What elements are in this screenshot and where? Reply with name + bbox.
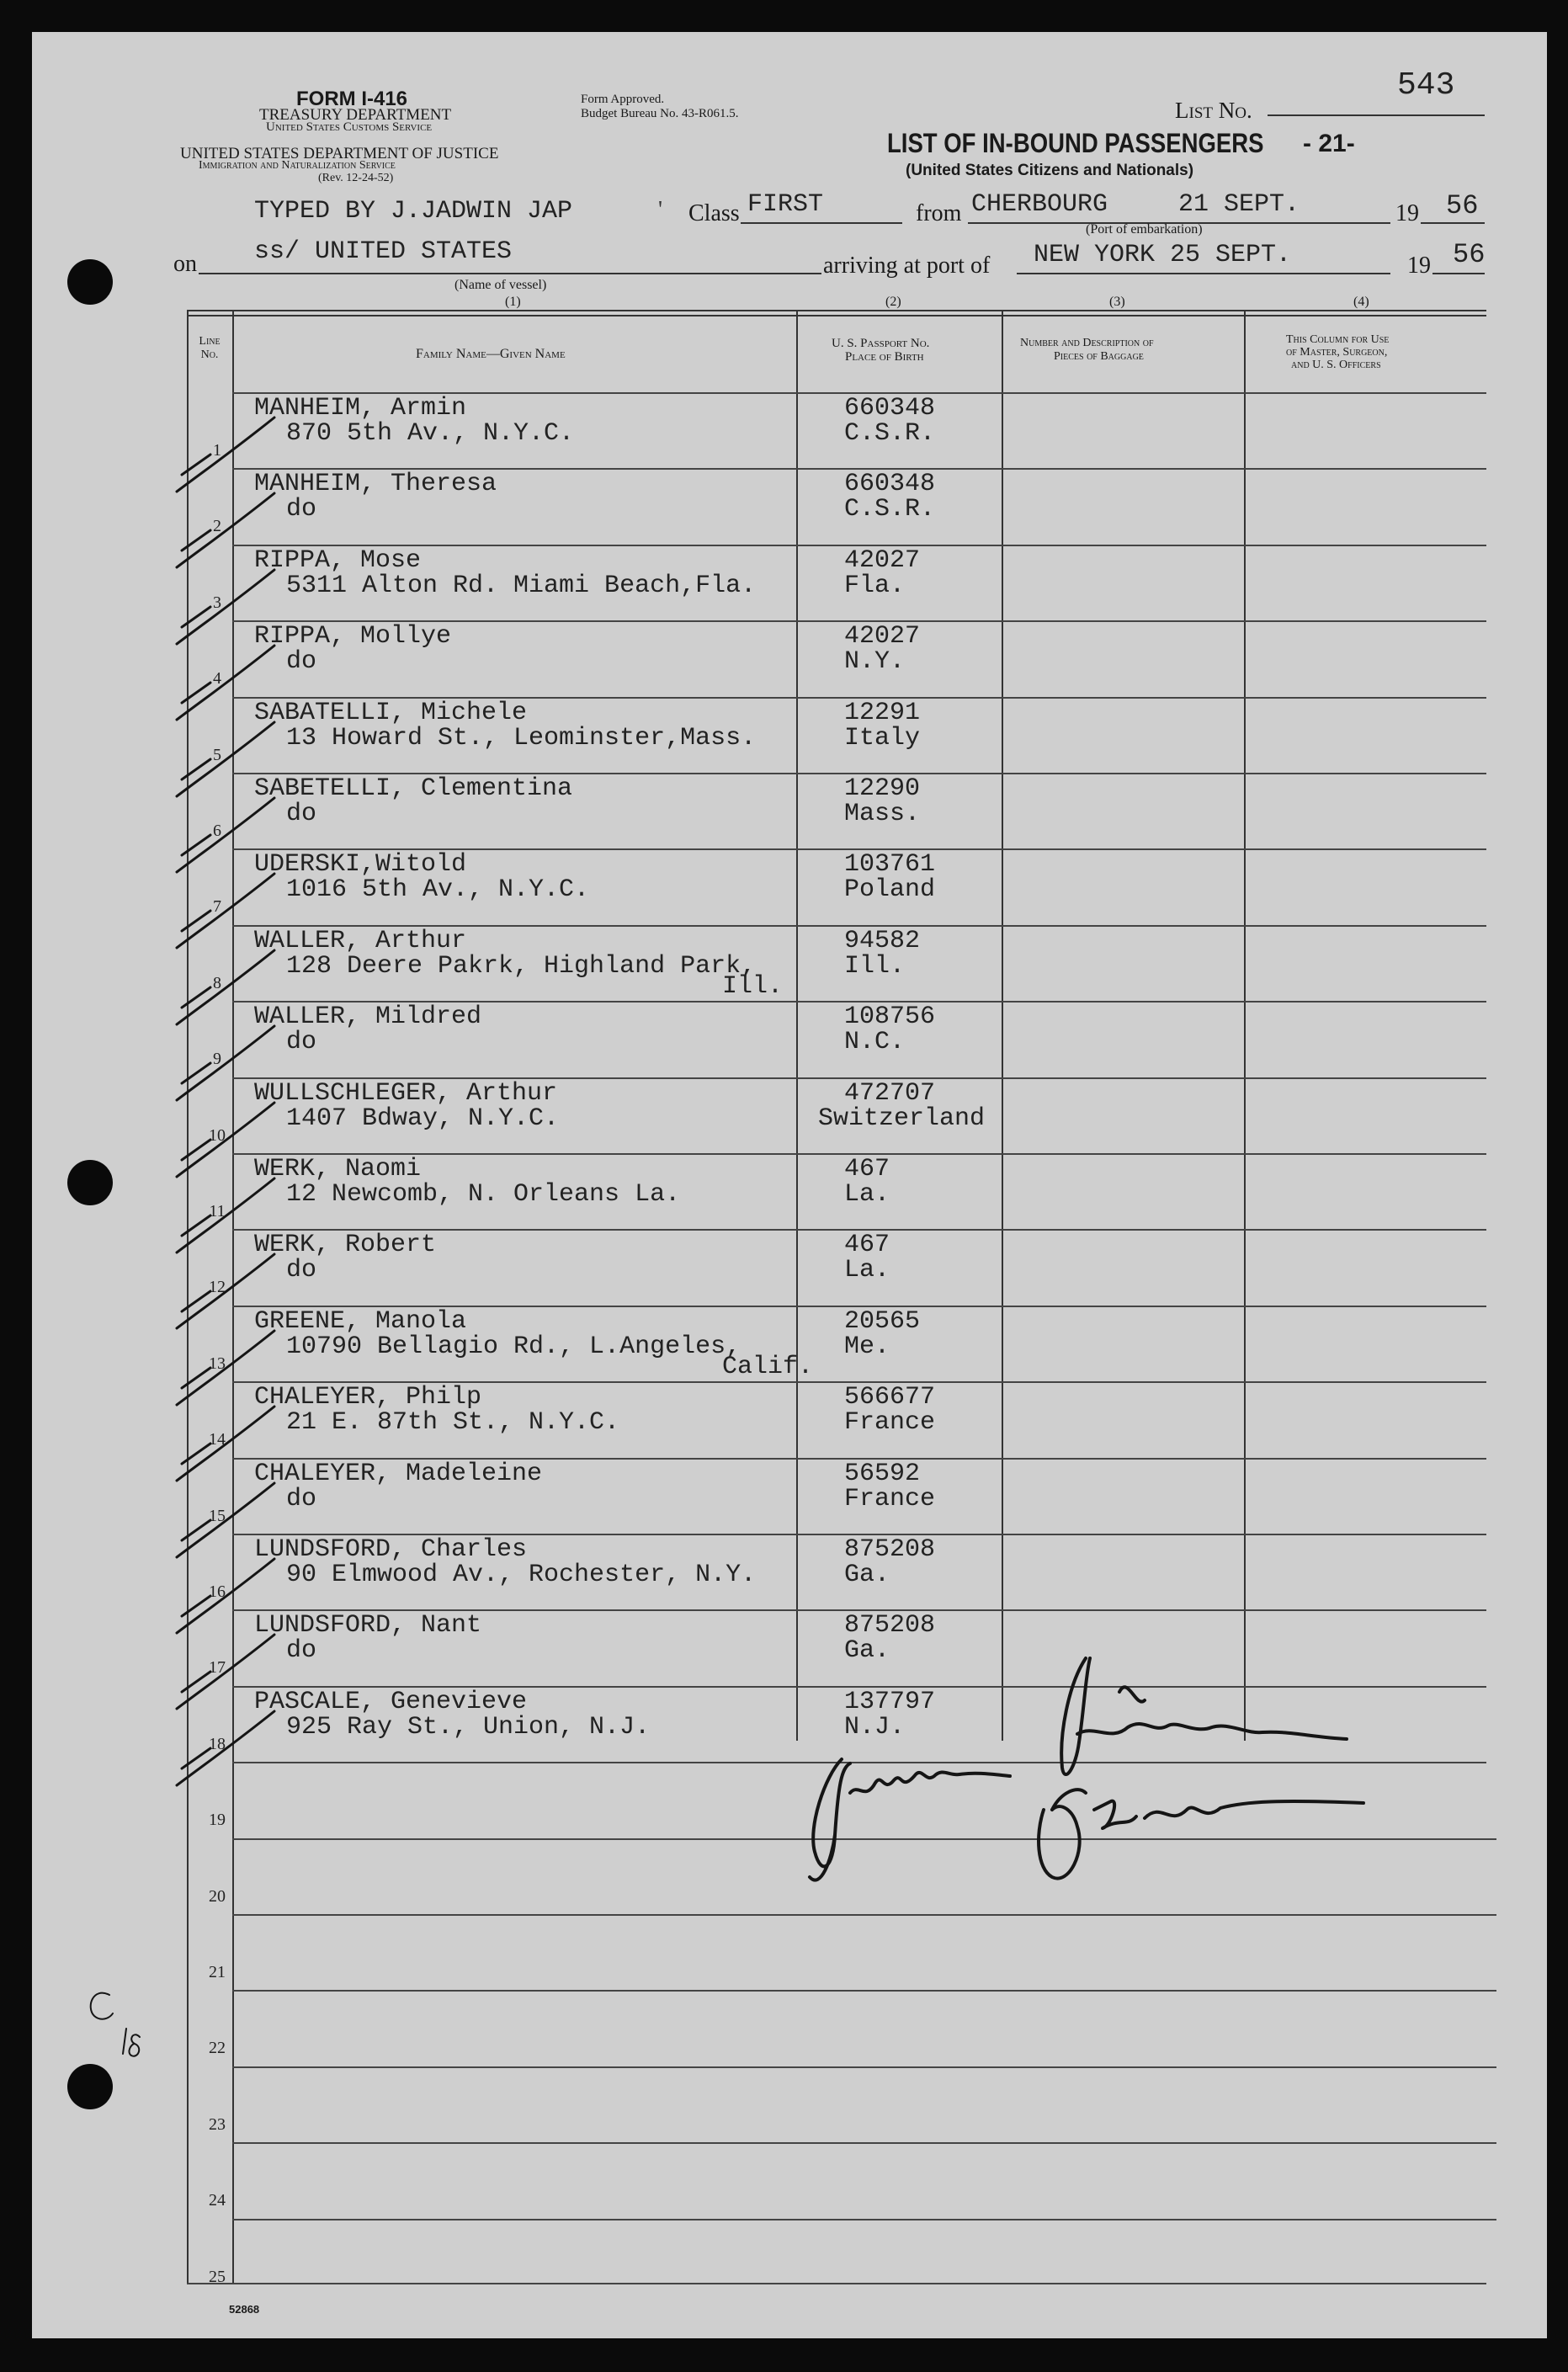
check-mark-tick (182, 1368, 210, 1388)
col-officers-b: of Master, Surgeon, (1286, 346, 1388, 359)
check-mark-tick (182, 1672, 210, 1692)
check-mark (177, 950, 274, 1024)
check-mark-tick (182, 835, 210, 855)
arrival-year: 56 (1453, 239, 1486, 270)
check-mark-tick (182, 1140, 210, 1160)
place-of-birth: Ga. (844, 1636, 890, 1665)
check-mark-tick (182, 1215, 210, 1236)
passenger-name: PASCALE, Genevieve (254, 1688, 528, 1716)
passport-number: 42027 (844, 546, 921, 575)
check-mark (177, 570, 274, 644)
year-prefix-2: 19 (1407, 253, 1431, 279)
line-number: 14 (209, 1430, 226, 1449)
vessel-label: (Name of vessel) (454, 278, 547, 292)
year-prefix: 19 (1395, 200, 1419, 226)
passenger-address: do (286, 1636, 317, 1665)
passport-number: 108756 (844, 1003, 936, 1031)
check-mark-tick (182, 1063, 210, 1083)
treasury-dept: TREASURY DEPARTMENT (259, 106, 452, 124)
passenger-name: CHALEYER, Madeleine (254, 1460, 543, 1488)
check-mark (177, 1483, 274, 1557)
passenger-name: RIPPA, Mollye (254, 622, 452, 651)
passenger-address: 90 Elmwood Av., Rochester, N.Y. (286, 1561, 757, 1589)
line-number: 22 (209, 2039, 226, 2057)
passenger-name: SABETELLI, Clementina (254, 774, 573, 803)
check-mark (177, 646, 274, 720)
line-number: 18 (209, 1735, 226, 1753)
passport-number: 660348 (844, 394, 936, 423)
passenger-name: MANHEIM, Theresa (254, 470, 497, 498)
place-of-birth: Italy (844, 724, 921, 753)
col-family-name: Family Name—Given Name (416, 347, 566, 361)
list-number: 543 (1397, 67, 1455, 104)
place-of-birth: La. (844, 1256, 890, 1284)
passenger-address: 12 Newcomb, N. Orleans La. (286, 1180, 681, 1209)
place-of-birth: La. (844, 1180, 890, 1209)
check-mark-tick (182, 607, 210, 627)
departure-year: 56 (1446, 190, 1479, 221)
check-mark-tick (182, 1748, 210, 1768)
passenger-name: WULLSCHLEGER, Arthur (254, 1079, 558, 1108)
line-number: 10 (209, 1126, 226, 1145)
check-mark (177, 798, 274, 872)
form-approved: Form Approved. (581, 93, 665, 106)
customs-service: United States Customs Service (266, 120, 433, 134)
passenger-name: LUNDSFORD, Nant (254, 1611, 482, 1640)
line-number: 7 (213, 897, 221, 916)
form-title: LIST OF IN-BOUND PASSENGERS (887, 128, 1264, 158)
line-number: 24 (209, 2191, 226, 2210)
place-of-birth: Ill. (844, 952, 906, 981)
passenger-name: WERK, Robert (254, 1231, 437, 1259)
line-number: 2 (213, 517, 221, 535)
passport-number: 94582 (844, 927, 921, 955)
passport-number: 875208 (844, 1611, 936, 1640)
place-of-birth: France (844, 1485, 936, 1513)
place-of-birth: N.C. (844, 1028, 906, 1056)
line-number: 3 (213, 593, 221, 612)
passport-number: 20565 (844, 1307, 921, 1336)
passenger-address: 925 Ray St., Union, N.J. (286, 1713, 651, 1742)
passenger-name: RIPPA, Mose (254, 546, 422, 575)
passenger-address: do (286, 1028, 317, 1056)
col-baggage-a: Number and Description of (1020, 337, 1154, 349)
passenger-address-continued: Calif. (722, 1353, 814, 1381)
line-number: 4 (213, 669, 221, 688)
line-number: 8 (213, 974, 221, 992)
justice-dept: UNITED STATES DEPARTMENT OF JUSTICE (180, 145, 499, 162)
line-number: 12 (209, 1278, 226, 1296)
line-number: 5 (213, 746, 221, 764)
check-mark (177, 493, 274, 567)
passport-number: 56592 (844, 1460, 921, 1488)
line-number: 23 (209, 2115, 226, 2134)
passport-number: 566677 (844, 1383, 936, 1412)
place-of-birth: France (844, 1408, 936, 1437)
check-mark (177, 1559, 274, 1633)
passenger-name: GREENE, Manola (254, 1307, 467, 1336)
place-of-birth: Switzerland (818, 1104, 986, 1133)
col-passport-no: U. S. Passport No. (832, 337, 930, 350)
passenger-address: do (286, 1256, 317, 1284)
from-label: from (916, 200, 962, 226)
passenger-address: 128 Deere Pakrk, Highland Park, (286, 952, 757, 981)
col-4-number: (4) (1353, 295, 1369, 309)
passport-number: 12290 (844, 774, 921, 803)
col-line-no: Line No. (199, 335, 221, 361)
tick-mark: ' (658, 197, 663, 223)
passenger-name: SABATELLI, Michele (254, 699, 528, 727)
passport-number: 137797 (844, 1688, 936, 1716)
port-embarkation-label: (Port of embarkation) (1086, 222, 1203, 237)
check-mark (177, 874, 274, 948)
passenger-name: UDERSKI,Witold (254, 850, 467, 879)
line-number: 17 (209, 1658, 226, 1677)
line-number: 21 (209, 1963, 226, 1981)
passenger-address: do (286, 647, 317, 676)
place-of-birth: Mass. (844, 800, 921, 828)
line-number: 25 (209, 2268, 226, 2286)
revision-date: (Rev. 12-24-52) (318, 172, 394, 184)
col-officers-a: This Column for Use (1286, 333, 1390, 346)
check-mark (177, 1103, 274, 1177)
line-number: 16 (209, 1582, 226, 1601)
passenger-name: CHALEYER, Philp (254, 1383, 482, 1412)
line-number: 6 (213, 822, 221, 840)
passenger-name: LUNDSFORD, Charles (254, 1535, 528, 1564)
check-mark-tick (182, 1596, 210, 1616)
passport-number: 467 (844, 1231, 890, 1259)
arrival-port: NEW YORK 25 SEPT. (1034, 241, 1292, 269)
check-mark (177, 1635, 274, 1709)
passenger-address: 10790 Bellagio Rd., L.Angeles, (286, 1332, 741, 1361)
passenger-address: do (286, 1485, 317, 1513)
passport-number: 875208 (844, 1535, 936, 1564)
passenger-address-continued: Ill. (722, 972, 784, 1001)
check-mark-tick (182, 987, 210, 1008)
passenger-address: 1016 5th Av., N.Y.C. (286, 875, 590, 904)
line-number: 20 (209, 1887, 226, 1906)
passenger-name: WALLER, Arthur (254, 927, 467, 955)
typed-by: TYPED BY J.JADWIN JAP (254, 197, 573, 226)
place-of-birth: C.S.R. (844, 419, 936, 448)
check-mark (177, 417, 274, 492)
line-number: 13 (209, 1354, 226, 1373)
passport-number: 103761 (844, 850, 936, 879)
line-number: 19 (209, 1811, 226, 1829)
place-of-birth: Poland (844, 875, 936, 904)
check-mark (177, 1178, 274, 1252)
passenger-address: do (286, 800, 317, 828)
passenger-address: 870 5th Av., N.Y.C. (286, 419, 575, 448)
sheet-number: - 21- (1303, 130, 1355, 157)
passport-number: 12291 (844, 699, 921, 727)
check-mark (177, 722, 274, 796)
passport-number: 472707 (844, 1079, 936, 1108)
check-mark-tick (182, 1444, 210, 1464)
col-2-number: (2) (885, 295, 901, 309)
passenger-name: WALLER, Mildred (254, 1003, 482, 1031)
class-label: Class (688, 200, 740, 226)
departure-date: 21 SEPT. (1178, 190, 1300, 219)
vessel-name: ss/ UNITED STATES (254, 237, 513, 266)
passenger-name: MANHEIM, Armin (254, 394, 467, 423)
check-mark (177, 1331, 274, 1405)
check-mark (177, 1711, 274, 1785)
immigration-service: Immigration and Naturalization Service (199, 159, 396, 172)
line-number: 1 (213, 441, 221, 460)
check-mark-tick (182, 683, 210, 703)
passenger-name: WERK, Naomi (254, 1155, 422, 1183)
check-mark-tick (182, 1520, 210, 1540)
place-of-birth: Ga. (844, 1561, 890, 1589)
place-of-birth: Me. (844, 1332, 890, 1361)
line-number: 15 (209, 1507, 226, 1525)
check-mark-tick (182, 455, 210, 475)
port-embarkation: CHERBOURG (971, 190, 1108, 219)
line-number: 11 (209, 1202, 226, 1221)
check-mark (177, 1026, 274, 1100)
class-value: FIRST (747, 190, 824, 219)
check-mark-tick (182, 530, 210, 550)
col-officers-c: and U. S. Officers (1291, 359, 1381, 371)
place-of-birth: N.J. (844, 1713, 906, 1742)
passport-number: 42027 (844, 622, 921, 651)
col-baggage-b: Pieces of Baggage (1054, 350, 1144, 363)
passport-number: 660348 (844, 470, 936, 498)
check-mark-tick (182, 911, 210, 931)
passenger-address: 1407 Bdway, N.Y.C. (286, 1104, 560, 1133)
form-subtitle: (United States Citizens and Nationals) (906, 162, 1194, 179)
place-of-birth: N.Y. (844, 647, 906, 676)
check-mark (177, 1254, 274, 1328)
footer-code: 52868 (229, 2303, 260, 2316)
passenger-address: 5311 Alton Rd. Miami Beach,Fla. (286, 572, 757, 600)
on-label: on (173, 251, 197, 277)
passenger-address: do (286, 495, 317, 524)
passenger-address: 21 E. 87th St., N.Y.C. (286, 1408, 620, 1437)
passenger-address: 13 Howard St., Leominster,Mass. (286, 724, 757, 753)
check-mark-tick (182, 1291, 210, 1311)
budget-bureau: Budget Bureau No. 43-R061.5. (581, 107, 739, 120)
arriving-label: arriving at port of (823, 253, 991, 279)
check-mark (177, 1407, 274, 1481)
form-number: FORM I-416 (296, 88, 408, 110)
place-of-birth: C.S.R. (844, 495, 936, 524)
line-number: 9 (213, 1050, 221, 1068)
check-mark-tick (182, 759, 210, 779)
col-3-number: (3) (1109, 295, 1125, 309)
passport-number: 467 (844, 1155, 890, 1183)
col-1-number: (1) (505, 295, 521, 309)
col-place-of-birth: Place of Birth (845, 350, 924, 364)
list-no-label: List No. (1175, 98, 1252, 123)
place-of-birth: Fla. (844, 572, 906, 600)
